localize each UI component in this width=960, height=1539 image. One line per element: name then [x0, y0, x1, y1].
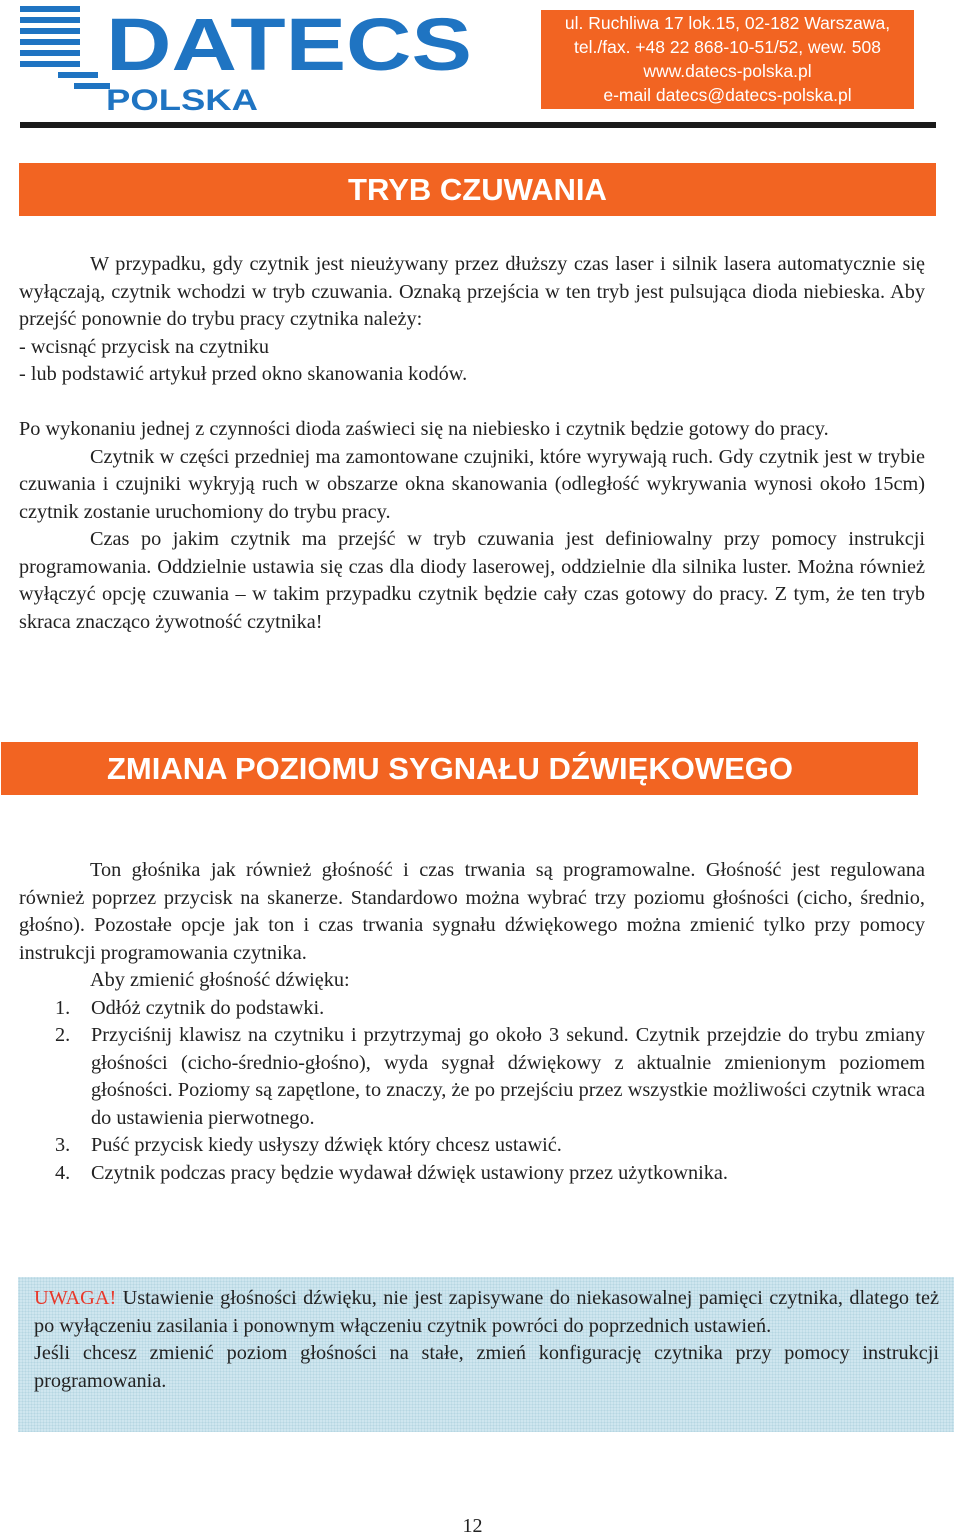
logo-sub-text: POLSKA [106, 84, 258, 116]
standby-paragraph-2: Po wykonaniu jednej z czynności dioda zaświeci się na niebiesko i czytnik będzie gotowy do pracy. [19, 418, 829, 440]
logo-brand-text: DATECS [106, 4, 472, 86]
list-item: 1. Odłóż czytnik do podstawki. [55, 996, 325, 1019]
header-divider [20, 122, 936, 128]
standby-body [19, 251, 925, 636]
beep-paragraph-1: Ton głośnika jak również głośność i czas trwania są programowalne. Głośność jest regulowana również poprzez przycisk na skanerze. Standardowo można wybrać trzy poziomu głośności (cicho, średnio, głośno). Pozostałe opcje jak ton i czas trwania sygnału dźwiękowego można zmienić tylko przy pomocy instrukcji programowania czytnika. [19, 859, 925, 964]
standby-option-2: - lub podstawić artykuł przed okno skanowania kodów. [19, 363, 468, 385]
beep-body [19, 857, 925, 1187]
standby-paragraph-3: Czytnik w części przedniej ma zamontowane czujniki, które wyrywają ruch. Gdy czytnik jest w trybie czuwania i czujniki wykryją ruch w obszarze okna skanowania (odległość wykrywania wynosi około 15cm) czytnik zostanie uruchomiony do trybu pracy. [19, 445, 925, 523]
warning-note-text [34, 1285, 939, 1395]
datecs-logo [18, 4, 478, 116]
beep-intro: Aby zmienić głośność dźwięku: [90, 969, 350, 991]
standby-paragraph-4: Czas po jakim czytnik ma przejść w tryb czuwania jest definiowalny przy pomocy instrukcji programowania. Oddzielnie ustawia się czas dla diody laserowej, oddzielnie dla silnika luster. Można również wyłączyć opcję czuwania – w takim przypadku czytnik będzie cały czas gotowy do pracy. Z tym, że ten tryb skraca znacząco żywotność czytnika! [19, 528, 925, 633]
section-title-standby: TRYB CZUWANIA [19, 163, 936, 216]
contact-box [541, 10, 914, 109]
standby-option-1: - wcisnąć przycisk na czytniku [19, 335, 270, 358]
section-title-beep-level [1, 742, 918, 795]
contact-website[interactable]: www.datecs-polska.pl [643, 61, 812, 81]
contact-email[interactable]: e-mail datecs@datecs-polska.pl [603, 85, 852, 105]
list-item: 4. Czytnik podczas pracy będzie wydawał dźwięk ustawiony przez użytkownika. [55, 1161, 728, 1184]
standby-paragraph-1: W przypadku, gdy czytnik jest nieużywany przez dłuższy czas laser i silnik lasera automatycznie się wyłączają, czytnik wchodzi w tryb czuwania. Oznaką przejścia w ten tryb jest pulsująca dioda niebieska. Aby przejść ponownie do trybu pracy czytnika należy: [19, 253, 925, 330]
beep-steps-list [19, 995, 925, 1188]
contact-address: ul. Ruchliwa 17 lok.15, 02-182 Warszawa, [564, 13, 891, 33]
warning-text-2: Jeśli chcesz zmienić poziom głośności na stałe, zmień konfigurację czytnika przy pomocy instrukcji programowania. [34, 1342, 939, 1392]
list-item: 3. Puść przycisk kiedy usłyszy dźwięk który chcesz ustawić. [55, 1134, 562, 1156]
list-item: 2. Przyciśnij klawisz na czytniku i przytrzymaj go około 3 sekund. Czytnik przejdzie do trybu zmiany głośności (cicho-średnio-głośno), wyda sygnał dźwiękowy z aktualnie zmienionym poziomem głośności. Poziomy są zapętlone, to znaczy, że po przejściu przez wszystkie możliwości czytnik wraca do ustawienia pierwotnego. [55, 1024, 925, 1129]
section-title-beep-level-text: ZMIANA POZIOMU SYGNAŁU DŹWIĘKOWEGO [107, 751, 793, 786]
page-number: 12 [462, 1515, 483, 1537]
warning-text-1: Ustawienie głośności dźwięku, nie jest zapisywane do niekasowalnej pamięci czytnika, dlatego też po wyłączeniu zasilania i ponownym włączeniu czytnik powróci do poprzednich ustawień. [34, 1287, 939, 1337]
contact-phone: tel./fax. +48 22 868-10-51/52, wew. 508 [574, 37, 881, 57]
warning-label: UWAGA! [34, 1287, 117, 1309]
